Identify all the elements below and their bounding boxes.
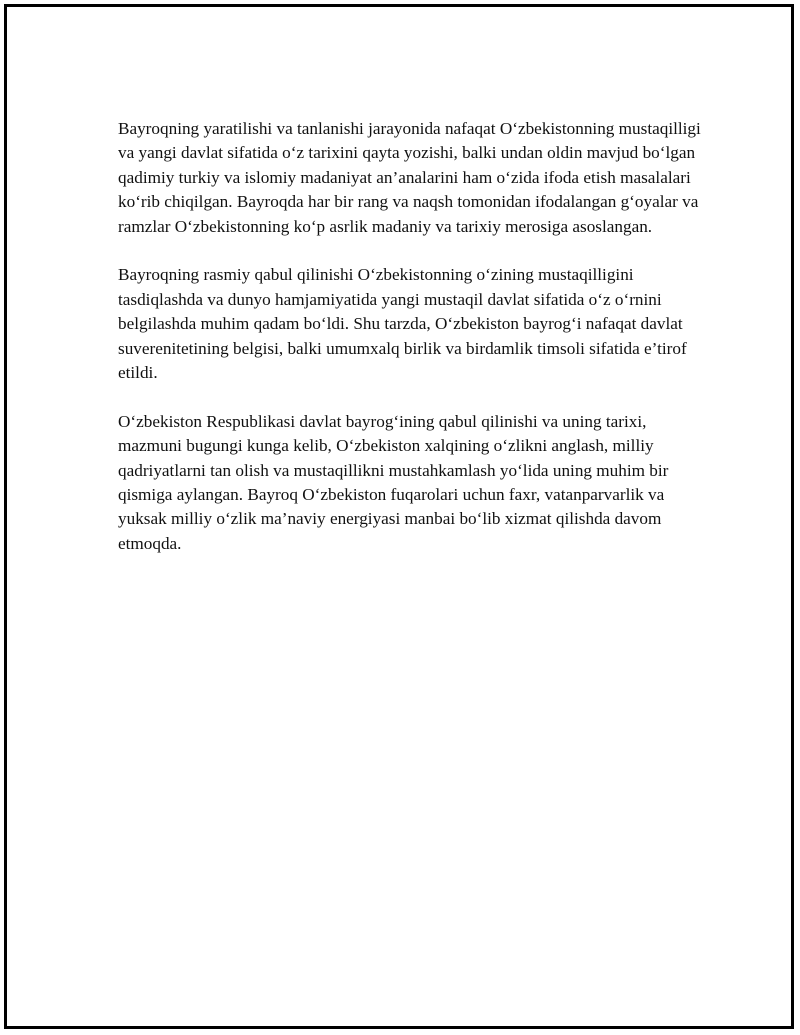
paragraph-1: Bayroqning yaratilishi va tanlanishi jarayonida nafaqat O‘zbekistonning mustaqilligi va yangi davlat sifatida o‘z tarixini qayta yozishi, balki undan oldin mavjud bo‘lgan qadimiy turkiy va islomiy madaniyat an’analarini ham o‘zida ifoda etish masalalari ko‘rib chiqilgan. Bayroqda har bir rang va naqsh tomonidan ifodalangan g‘oyalar va ramzlar O‘zbekistonning ko‘p asrlik madaniy va tarixiy merosiga asoslangan.	[118, 119, 701, 236]
paragraph-3: O‘zbekiston Respublikasi davlat bayrog‘ining qabul qilinishi va uning tarixi, mazmuni bugungi kunga kelib, O‘zbekiston xalqining o‘zlikni anglash, milliy qadriyatlarni tan olish va mustaqillikni mustahkamlash yo‘lida uning muhim bir qismiga aylangan. Bayroq O‘zbekiston fuqarolari uchun faxr, vatanparvarlik va yuksak milliy o‘zlik ma’naviy energiyasi manbai bo‘lib xizmat qilishda davom etmoqda.	[118, 411, 669, 553]
paragraph-2: Bayroqning rasmiy qabul qilinishi O‘zbekistonning o‘zining mustaqilligini tasdiqlashda va dunyo hamjamiyatida yangi mustaqil davlat sifatida o‘z o‘rnini belgilashda muhim qadam bo‘ldi. Shu tarzda, O‘zbekiston bayrog‘i nafaqat davlat suverenitetining belgisi, balki umumxalq birlik va birdamlik timsoli sifatida e’tirof etildi.	[118, 265, 687, 383]
document-body	[118, 117, 708, 581]
